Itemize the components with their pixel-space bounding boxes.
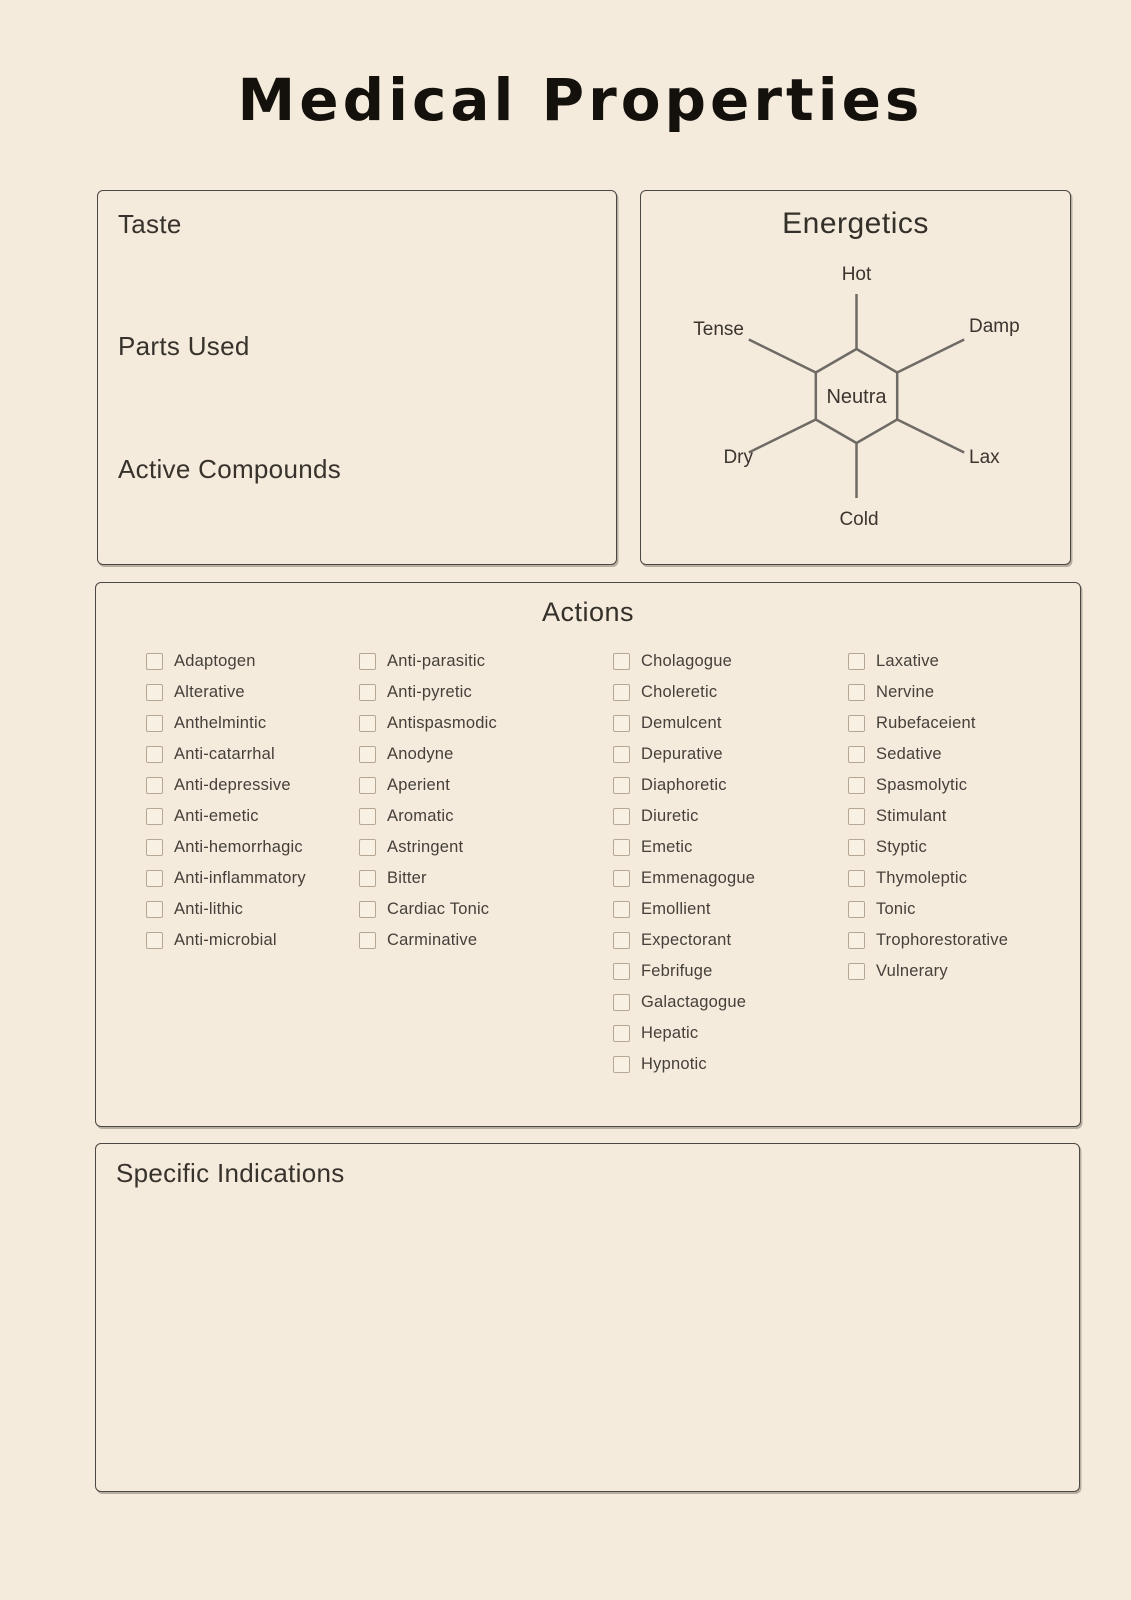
action-checkbox-row[interactable] bbox=[848, 715, 1008, 732]
action-label: Thymoleptic bbox=[876, 869, 968, 887]
action-label: Sedative bbox=[876, 745, 942, 763]
action-label: Anti-parasitic bbox=[387, 652, 486, 670]
action-label: Anti-microbial bbox=[174, 931, 277, 949]
checkbox-icon[interactable] bbox=[359, 653, 376, 670]
action-checkbox-row[interactable] bbox=[848, 777, 1008, 794]
checkbox-icon[interactable] bbox=[146, 839, 163, 856]
energetics-hexagon-diagram bbox=[641, 236, 1072, 556]
checkbox-icon[interactable] bbox=[359, 839, 376, 856]
checkbox-icon[interactable] bbox=[613, 870, 630, 887]
checkbox-icon[interactable] bbox=[613, 839, 630, 856]
checkbox-icon[interactable] bbox=[613, 994, 630, 1011]
checkbox-icon[interactable] bbox=[359, 901, 376, 918]
action-checkbox-row[interactable] bbox=[146, 932, 306, 949]
actions-column-3 bbox=[613, 653, 755, 1087]
action-label: Anti-catarrhal bbox=[174, 745, 275, 763]
action-label: Anti-emetic bbox=[174, 807, 259, 825]
action-label: Anthelmintic bbox=[174, 714, 267, 732]
action-label: Astringent bbox=[387, 838, 464, 856]
action-label: Anti-depressive bbox=[174, 776, 291, 794]
actions-column-1 bbox=[146, 653, 306, 963]
checkbox-icon[interactable] bbox=[848, 715, 865, 732]
checkbox-icon[interactable] bbox=[848, 870, 865, 887]
action-checkbox-row[interactable] bbox=[613, 653, 755, 670]
checkbox-icon[interactable] bbox=[613, 715, 630, 732]
action-checkbox-row[interactable] bbox=[146, 808, 306, 825]
action-label: Choleretic bbox=[641, 683, 718, 701]
action-label: Diuretic bbox=[641, 807, 699, 825]
checkbox-icon[interactable] bbox=[848, 746, 865, 763]
action-checkbox-row[interactable] bbox=[359, 808, 497, 825]
energetics-label-lax: Lax bbox=[969, 447, 1000, 468]
action-label: Nervine bbox=[876, 683, 935, 701]
checkbox-icon[interactable] bbox=[359, 777, 376, 794]
action-label: Vulnerary bbox=[876, 962, 948, 980]
action-checkbox-row[interactable] bbox=[848, 963, 1008, 980]
page-title: Medical Properties bbox=[237, 66, 924, 134]
action-label: Diaphoretic bbox=[641, 776, 727, 794]
action-label: Emmenagogue bbox=[641, 869, 756, 887]
checkbox-icon[interactable] bbox=[613, 684, 630, 701]
action-checkbox-row[interactable] bbox=[613, 963, 755, 980]
checkbox-icon[interactable] bbox=[146, 746, 163, 763]
checkbox-icon[interactable] bbox=[848, 932, 865, 949]
action-label: Anti-hemorrhagic bbox=[174, 838, 303, 856]
checkbox-icon[interactable] bbox=[613, 653, 630, 670]
action-label: Spasmolytic bbox=[876, 776, 968, 794]
energetics-label-damp: Damp bbox=[969, 316, 1020, 337]
checkbox-icon[interactable] bbox=[613, 901, 630, 918]
action-label: Stimulant bbox=[876, 807, 947, 825]
action-checkbox-row[interactable] bbox=[359, 684, 497, 701]
action-label: Anti-lithic bbox=[174, 900, 244, 918]
checkbox-icon[interactable] bbox=[146, 684, 163, 701]
checkbox-icon[interactable] bbox=[613, 963, 630, 980]
action-checkbox-row[interactable] bbox=[146, 777, 306, 794]
checkbox-icon[interactable] bbox=[613, 932, 630, 949]
action-checkbox-row[interactable] bbox=[359, 746, 497, 763]
action-checkbox-row[interactable] bbox=[359, 777, 497, 794]
action-label: Antispasmodic bbox=[387, 714, 497, 732]
checkbox-icon[interactable] bbox=[359, 746, 376, 763]
action-label: Hepatic bbox=[641, 1024, 699, 1042]
action-checkbox-row[interactable] bbox=[613, 932, 755, 949]
action-label: Trophorestorative bbox=[876, 931, 1009, 949]
checkbox-icon[interactable] bbox=[146, 808, 163, 825]
action-checkbox-row[interactable] bbox=[359, 715, 497, 732]
action-checkbox-row[interactable] bbox=[848, 808, 1008, 825]
checkbox-icon[interactable] bbox=[359, 932, 376, 949]
action-label: Aromatic bbox=[387, 807, 454, 825]
checkbox-icon[interactable] bbox=[146, 901, 163, 918]
action-checkbox-row[interactable] bbox=[146, 715, 306, 732]
checkbox-icon[interactable] bbox=[146, 777, 163, 794]
checkbox-icon[interactable] bbox=[848, 901, 865, 918]
action-checkbox-row[interactable] bbox=[359, 932, 497, 949]
active-compounds-field-label: Active Compounds bbox=[118, 454, 342, 484]
action-checkbox-row[interactable] bbox=[613, 715, 755, 732]
action-checkbox-row[interactable] bbox=[848, 839, 1008, 856]
checkbox-icon[interactable] bbox=[359, 715, 376, 732]
energetics-label-hot: Hot bbox=[841, 264, 872, 285]
action-checkbox-row[interactable] bbox=[613, 839, 755, 856]
action-checkbox-row[interactable] bbox=[359, 839, 497, 856]
action-label: Depurative bbox=[641, 745, 723, 763]
action-checkbox-row[interactable] bbox=[359, 653, 497, 670]
action-checkbox-row[interactable] bbox=[848, 932, 1008, 949]
action-checkbox-row[interactable] bbox=[848, 684, 1008, 701]
action-checkbox-row[interactable] bbox=[359, 901, 497, 918]
specific-indications-box bbox=[95, 1143, 1080, 1492]
checkbox-icon[interactable] bbox=[146, 870, 163, 887]
action-label: Styptic bbox=[876, 838, 927, 856]
action-label: Expectorant bbox=[641, 931, 732, 949]
checkbox-icon[interactable] bbox=[146, 932, 163, 949]
action-checkbox-row[interactable] bbox=[146, 653, 306, 670]
checkbox-icon[interactable] bbox=[613, 808, 630, 825]
action-label: Anodyne bbox=[387, 745, 454, 763]
action-label: Anti-inflammatory bbox=[174, 869, 306, 887]
energetics-label-neutral: Neutra bbox=[826, 386, 887, 408]
action-label: Febrifuge bbox=[641, 962, 713, 980]
action-checkbox-row[interactable] bbox=[146, 870, 306, 887]
action-label: Galactagogue bbox=[641, 993, 747, 1011]
action-checkbox-row[interactable] bbox=[848, 746, 1008, 763]
checkbox-icon[interactable] bbox=[848, 777, 865, 794]
action-label: Alterative bbox=[174, 683, 245, 701]
energetics-label-dry: Dry bbox=[723, 447, 753, 468]
action-checkbox-row[interactable] bbox=[613, 901, 755, 918]
action-label: Anti-pyretic bbox=[387, 683, 472, 701]
checkbox-icon[interactable] bbox=[613, 1025, 630, 1042]
parts-used-field-label: Parts Used bbox=[118, 331, 250, 361]
checkbox-icon[interactable] bbox=[613, 746, 630, 763]
actions-box bbox=[95, 582, 1081, 1127]
action-label: Bitter bbox=[387, 869, 427, 887]
action-checkbox-row[interactable] bbox=[613, 808, 755, 825]
herb-profile-box bbox=[97, 190, 617, 565]
action-checkbox-row[interactable] bbox=[848, 901, 1008, 918]
action-checkbox-row[interactable] bbox=[613, 870, 755, 887]
action-checkbox-row[interactable] bbox=[848, 870, 1008, 887]
action-checkbox-row[interactable] bbox=[146, 684, 306, 701]
checkbox-icon[interactable] bbox=[848, 839, 865, 856]
action-checkbox-row[interactable] bbox=[146, 901, 306, 918]
action-checkbox-row[interactable] bbox=[146, 746, 306, 763]
action-label: Emollient bbox=[641, 900, 711, 918]
checkbox-icon[interactable] bbox=[848, 653, 865, 670]
action-label: Demulcent bbox=[641, 714, 722, 732]
action-checkbox-row[interactable] bbox=[613, 1056, 755, 1073]
checkbox-icon[interactable] bbox=[848, 963, 865, 980]
checkbox-icon[interactable] bbox=[613, 777, 630, 794]
actions-column-4 bbox=[848, 653, 1008, 994]
action-label: Laxative bbox=[876, 652, 940, 670]
action-label: Tonic bbox=[876, 900, 916, 918]
checkbox-icon[interactable] bbox=[146, 653, 163, 670]
action-checkbox-row[interactable] bbox=[613, 746, 755, 763]
checkbox-icon[interactable] bbox=[613, 1056, 630, 1073]
actions-column-2 bbox=[359, 653, 497, 963]
action-label: Cholagogue bbox=[641, 652, 732, 670]
energetics-label-cold: Cold bbox=[839, 509, 879, 530]
actions-title: Actions bbox=[541, 597, 635, 627]
specific-indications-label: Specific Indications bbox=[116, 1158, 345, 1188]
checkbox-icon[interactable] bbox=[359, 870, 376, 887]
action-label: Rubefaceient bbox=[876, 714, 976, 732]
checkbox-icon[interactable] bbox=[848, 684, 865, 701]
action-label: Hypnotic bbox=[641, 1055, 707, 1073]
action-checkbox-row[interactable] bbox=[848, 653, 1008, 670]
checkbox-icon[interactable] bbox=[848, 808, 865, 825]
action-label: Cardiac Tonic bbox=[387, 900, 490, 918]
energetics-label-tense: Tense bbox=[693, 319, 744, 340]
action-label: Carminative bbox=[387, 931, 478, 949]
action-checkbox-row[interactable] bbox=[613, 994, 755, 1011]
energetics-box bbox=[640, 190, 1071, 565]
action-label: Adaptogen bbox=[174, 652, 256, 670]
action-checkbox-row[interactable] bbox=[613, 777, 755, 794]
action-label: Emetic bbox=[641, 838, 693, 856]
checkbox-icon[interactable] bbox=[359, 684, 376, 701]
action-checkbox-row[interactable] bbox=[613, 1025, 755, 1042]
energetics-title: Energetics bbox=[782, 207, 929, 240]
action-checkbox-row[interactable] bbox=[146, 839, 306, 856]
action-checkbox-row[interactable] bbox=[613, 684, 755, 701]
action-label: Aperient bbox=[387, 776, 451, 794]
action-checkbox-row[interactable] bbox=[359, 870, 497, 887]
checkbox-icon[interactable] bbox=[146, 715, 163, 732]
taste-field-label: Taste bbox=[118, 209, 182, 239]
checkbox-icon[interactable] bbox=[359, 808, 376, 825]
